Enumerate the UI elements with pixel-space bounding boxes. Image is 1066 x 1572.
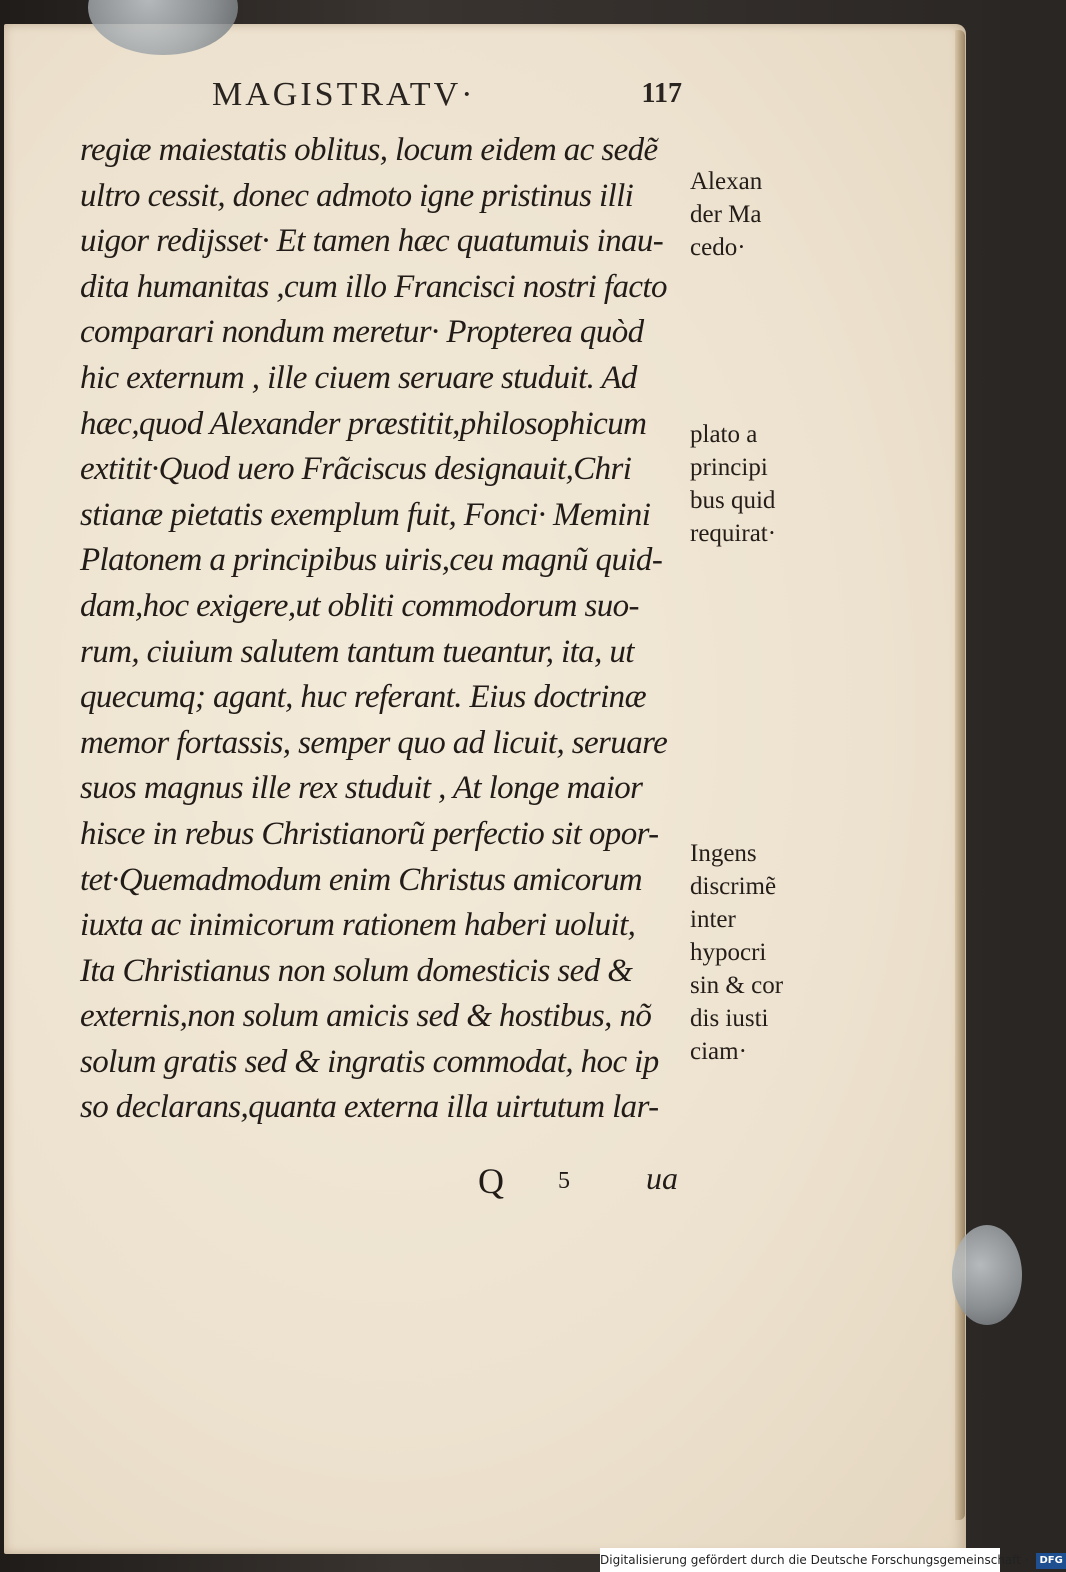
marginal-line: hypocri [690,939,767,966]
text-line: iuxta ac inimicorum rationem haberi uoluit, [80,907,636,944]
text-line: rum, ciuium salutem tantum tueantur, ita, ut [80,633,634,670]
catchword: ua [646,1160,678,1196]
text-line: comparari nondum meretur· Propterea quòd [80,314,644,351]
marginal-line: principi [690,454,768,481]
marginal-note-ingens [690,837,820,1068]
marginal-line: discrimẽ [690,873,777,900]
text-line: dam,hoc exigere,ut obliti commodorum suo- [80,587,639,624]
marginal-line: requirat· [690,520,777,547]
text-line: dita humanitas ,cum illo Francisci nostri facto [80,268,667,305]
folio-number: 117 [641,78,682,109]
marginal-line: Ingens [690,840,757,867]
text-line: Platonem a principibus uiris,ceu magnũ quid- [80,542,663,579]
main-text-block [80,128,688,1131]
page-header [212,76,682,116]
text-line: so declarans,quanta externa illa uirtutum lar- [80,1089,659,1126]
marginal-line: dis iusti [690,1005,769,1032]
signature-number: 5 [558,1168,570,1194]
marginal-line: ciam· [690,1038,747,1065]
text-line: memor fortassis, semper quo ad licuit, seruare [80,724,668,761]
text-line: solum gratis sed & ingratis commodat, hoc ip [80,1043,659,1080]
text-line: uigor redijsset· Et tamen hæc quatumuis inau- [80,223,664,260]
marginal-line: sin & cor [690,972,784,999]
text-line: suos magnus ille rex studuit , At longe maior [80,770,643,807]
marginal-note-plato [690,418,820,550]
text-line: hisce in rebus Christianorũ perfectio sit opor- [80,815,659,852]
text-line: tet·Quemadmodum enim Christus amicorum [80,861,642,898]
dfg-logo: DFG [1036,1553,1065,1569]
marginal-line: Alexan [690,168,763,195]
text-line: extitit·Quod uero Frãciscus designauit,Chri [80,451,632,488]
marginal-line: der Ma [690,201,762,228]
marginal-line: inter [690,906,736,933]
marginal-line: cedo· [690,234,746,261]
text-line: regiæ maiestatis oblitus, locum eidem ac sedẽ [80,132,658,168]
text-line: stianæ pietatis exemplum fuit, Fonci· Memini [80,496,651,533]
marginal-note-alexander [690,165,820,264]
digitization-credit [600,1548,1063,1572]
text-line: externis,non solum amicis sed & hostibus, nõ [80,998,652,1035]
marginal-line: bus quid [690,487,776,514]
running-head: MAGISTRATV· [212,76,476,113]
credit-text: Digitalisierung gefördert durch die Deutsche Forschungsgemeinschaft · [600,1553,1029,1567]
text-line: quecumq; agant, huc referant. Eius doctrinæ [80,679,646,716]
page-clip-side [952,1225,1022,1325]
text-line: hic externum , ille ciuem seruare studuit. Ad [80,359,637,396]
text-line: ultro cessit, donec admoto igne pristinus illi [80,177,634,214]
signature-mark: Q [478,1161,504,1201]
marginal-line: plato a [690,421,758,448]
text-line: Ita Christianus non solum domesticis sed & [80,952,633,989]
catchline [478,1160,678,1200]
text-line: hæc,quod Alexander præstitit,philosophicum [80,405,647,442]
